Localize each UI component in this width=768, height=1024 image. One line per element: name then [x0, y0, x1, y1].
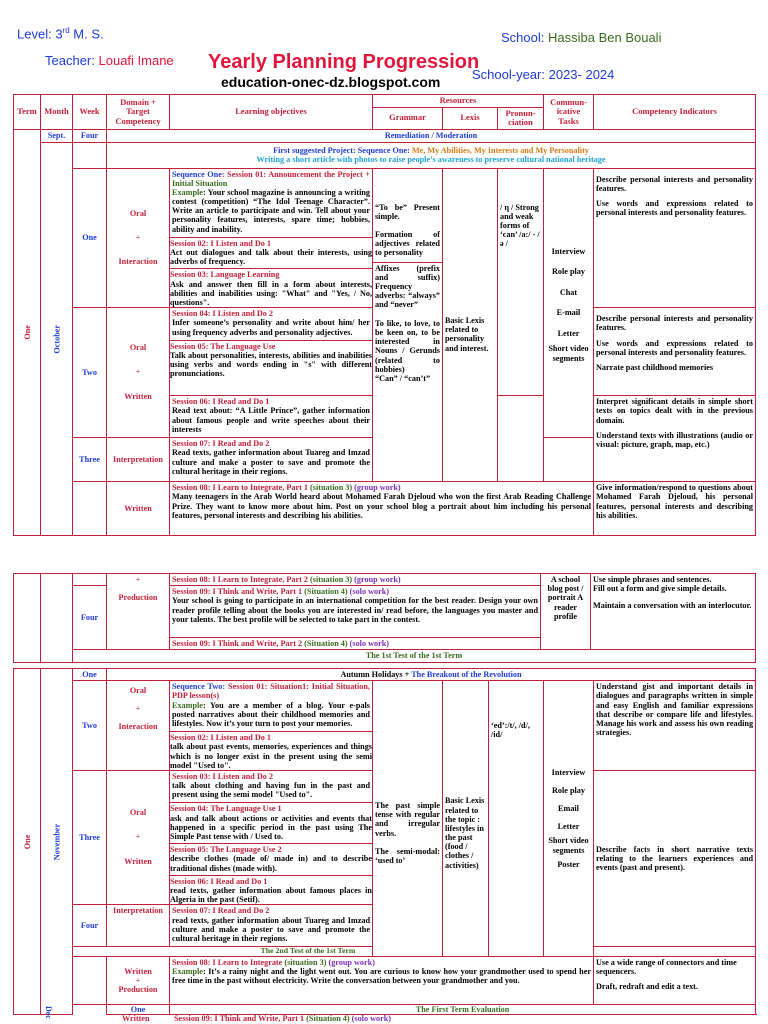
domain-interpretation: Interpretation — [107, 438, 170, 482]
holidays-row: Autumn Holidays + The Breakout of the Revolution — [107, 669, 756, 681]
week-two-3: Two — [73, 681, 107, 771]
indicators-1: Describe personal interests and personality features. Use words and expressions related to personal interests and personality features. — [594, 168, 756, 308]
week-four-3: Four — [73, 905, 107, 947]
col-grammar: Grammar — [373, 107, 443, 129]
week-one-dec: One — [107, 1005, 170, 1015]
lexis-cell: Basic Lexis related to personality and interest. — [443, 168, 498, 482]
col-tasks: Commun-icative Tasks — [544, 95, 594, 130]
week-one-3: One — [73, 669, 107, 681]
grammar-cell: “To be” Present simple. Formation of adjectives related to personality Affixes (prefix and suffix) Frequency adverbs: “always” and “never” To like, to love, to be keen on, to be interested in Nouns / Gerunds (related to hobbies) “Can” / “can’t” — [373, 168, 443, 482]
indicators-2: Describe personal interests and personality features. Use words and expressions related to personal interests and personality features. Narrate past childhood memories — [594, 308, 756, 396]
indicators-6: Understand gist and important details in dialogues and paragraphs written in simple and easy English and familiar expressions that describe or compare life and lifestyles. Manage his work and assess his own reading strategies. — [594, 681, 756, 771]
test-row-1: The 1st Test of the 1st Term — [73, 650, 756, 662]
lexis-cell-3: Basic Lexis related to the topic : lifestyles in the past (food / clothes / activities) — [443, 681, 489, 957]
month-november: November — [41, 669, 73, 1015]
teacher-label: Teacher: Louafi Imane — [45, 53, 174, 68]
session-09-footer: Session 09: I Think and Write, Part 1 (Situation 4) (solo work) — [174, 1014, 392, 1023]
term-cell: One — [14, 129, 41, 536]
domain-interpretation-3: Interpretation — [107, 905, 170, 947]
project-row: First suggested Project: Sequence One: Me, My Abilities, My Interests and My Personality Writing a short article with photos to raise people’s awareness to preserve cultural national heritage — [107, 142, 756, 168]
indicators-5: Use simple phrases and sentences. Fill out a form and give simple details. Maintain a conversation with an interlocutor. — [591, 574, 756, 650]
tasks-cell: Interview Role play Chat E-mail Letter Short video segments — [544, 168, 594, 438]
domain-written-production: Written + Production — [107, 957, 170, 1005]
domain-oral-written-3: Oral + Written — [107, 770, 170, 904]
col-indicators: Competency Indicators — [594, 95, 756, 130]
domain-written-footer: Written — [122, 1014, 150, 1023]
col-term: Term — [14, 95, 41, 130]
week-three-3: Three — [73, 770, 107, 904]
indicators-4: Give information/respond to questions about Mohamed Farah Djeloud, his personal features, personal interests and describing his abilities. — [594, 482, 756, 536]
integration-seq2: Session 08: I Learn to Integrate (situation 3) (group work) Example: It’s a rainy night and the light went out. You are curious to know how your grandmother used to spend her free time in the past without electricity. Write the conversation between your grandmother and you. — [170, 957, 594, 1005]
test-row-2: The 2nd Test of the 1st Term — [73, 947, 544, 957]
indicators-8: Use a wide range of connectors and time sequencers. Draft, redraft and edit a text. — [594, 957, 756, 1005]
domain-production: + Production — [107, 574, 170, 650]
col-pron: Pronun-ciation — [498, 107, 544, 129]
tasks-cell-2: A school blog post / portrait A reader profile — [541, 574, 591, 650]
objectives-seq2-a: Sequence Two: Session 01: Situation1: Initial Situation, PDP lesson(s) Example: You are a member of a blog. Your e-pals posted narratives about their childhood memories and lifestyles. Now it’s your turn to post your memories. Session 02: I Listen and Do 1 talk about past events, memories, experiences and things which is no longer exist in the present using the semi model "Used to". — [170, 682, 372, 770]
school-year: School-year: 2023- 2024 — [472, 67, 615, 82]
objectives-week-one: Sequence One: Session 01: Announcement the Project + Initial Situation Example: Your school magazine is announcing a writing contest (competition) “The Idol Teenage Character”. Write an article to participate and win. Tell about your personality features, interests, spare time; hobbies, ability and inability. Session 02: I Listen and Do 1 Act out dialogues and talk about their interests, using adverbs of frequency. Session 03: Language Learning Ask and answer then fill in a form about interests, abilities and inabilities using: "What" and "Yes, / No, questions". — [170, 169, 372, 307]
pron-cell: / η / Strong and weak forms of ‘can’ /a:/ - /ə / — [498, 168, 544, 396]
objectives-seq2-c: Session 07: I Read and Do 2 read texts, gather information about Tuareg and Imzad culture and make a poster to save and promote the cultural heritage in their regions. — [170, 905, 373, 947]
grammar-cell-3: The past simple tense with regular and irregular verbs. The semi-modal: ‘used to’ — [373, 681, 443, 957]
col-resources: Resources — [373, 95, 544, 108]
school-name: Hassiba Ben Bouali — [548, 30, 662, 45]
teacher-name: Louafi Imane — [98, 53, 174, 68]
evaluation-row: The First Term Evaluation — [170, 1005, 756, 1015]
objectives-seq2-b: Session 03: I Listen and Do 2 talk about clothing and having fun in the past and present using the semi model "Used to". Session 04: The Language Use 1 ask and talk about actions or activities and events that happened in a specific period in the past using The Simple Past tense with / Used to. Session 05: The Language Use 2 describe clothes (made of/ made in) and to describe traditional dishes (made with). Session 06: I Read and Do 1 read texts, gather information about famous places in Algeria in the past (Setif). — [170, 771, 372, 905]
domain-oral-interaction: Oral + Interaction — [107, 168, 170, 308]
objectives-week-two: Session 04: I Listen and Do 2 Infer someone’s personality and write about him/ her using frequency adverbs and personality adjectives. Session 05: The Language Use Talk about personalities, interests, abilities and inabilities using verbs and words ending in "s" with different pronunciations. — [170, 308, 373, 396]
week-four: Four — [73, 129, 107, 142]
indicators-3: Interpret significant details in simple short texts on topics dealt with in the previous domain. Understand texts with illustrations (audio or visual: picture, graph, map, etc.) — [594, 396, 756, 482]
indicators-7: Describe facts in short narrative texts relating to the learners experiences and events (past and present). — [594, 770, 756, 946]
objectives-s6: Session 06: I Read and Do 1 Read text about: “A Little Prince”, gather information about famous people and write speeches about their interests — [170, 396, 373, 438]
pron-cell-3: ‘ed’:/t/, /d/, /id/ — [489, 681, 544, 957]
planning-table-3 — [13, 668, 756, 1015]
week-one: One — [73, 168, 107, 308]
school-label: School: Hassiba Ben Bouali — [501, 30, 662, 45]
col-week: Week — [73, 95, 107, 130]
remediation-row: Remediation / Moderation — [107, 129, 756, 142]
tasks-cell-3: Interview Role play Email Letter Short video segments Poster — [544, 681, 594, 957]
page-title: Yearly Planning Progression — [208, 51, 480, 73]
col-domain: Domain + Target Competency — [107, 95, 170, 130]
domain-written: Written — [107, 482, 170, 536]
col-month: Month — [41, 95, 73, 130]
col-lexis: Lexis — [443, 107, 498, 129]
dec-month-label: Dec — [44, 1006, 53, 1019]
week-two: Two — [73, 308, 107, 438]
integration-situation-1: Session 08: I Learn to Integrate, Part 1 (situation 3) (group work) Many teenagers in the Arab World heard about Mohamed Farah Djeloud who won the first Arab Reading Challenge Prize. They want to know more about him. Post on your school blog a portrait about him including his personal features, personal interests and describing his abilities. — [170, 482, 594, 536]
blog-url: education-onec-dz.blogspot.com — [221, 74, 441, 90]
week-three: Three — [73, 438, 107, 482]
think-write-part-2: Session 09: I Think and Write, Part 2 (Situation 4) (solo work) — [170, 638, 541, 650]
planning-table-1 — [13, 94, 756, 536]
domain-oral-interaction-3: Oral + Interaction — [107, 681, 170, 771]
planning-table-2 — [13, 573, 756, 663]
level-label: Level: 3rd M. S. — [17, 26, 104, 42]
domain-oral-written: Oral + Written — [107, 308, 170, 438]
integration-part-2: Session 08: I Learn to Integrate, Part 2 (situation 3) (group work) — [170, 574, 541, 586]
week-four-b: Four — [73, 586, 107, 650]
objectives-s7: Session 07: I Read and Do 2 Read texts, gather information about Tuareg and Imzad culture and make a poster to save and promote the cultural heritage in their regions. — [170, 438, 373, 482]
think-write-part-1: Session 09: I Think and Write, Part 1 (Situation 4) (solo work) Your school is going to participate in an international competition for the best reader. Design your own reader profile telling about the books you are interested in/ read before, the languages you master and your talents. The best profile will be selected to take part in the contest. — [170, 586, 541, 638]
col-objectives: Learning objectives — [170, 95, 373, 130]
month-sept: Sept. — [41, 129, 73, 142]
month-october: October — [41, 142, 73, 536]
term-cell-3: One — [14, 669, 41, 1015]
